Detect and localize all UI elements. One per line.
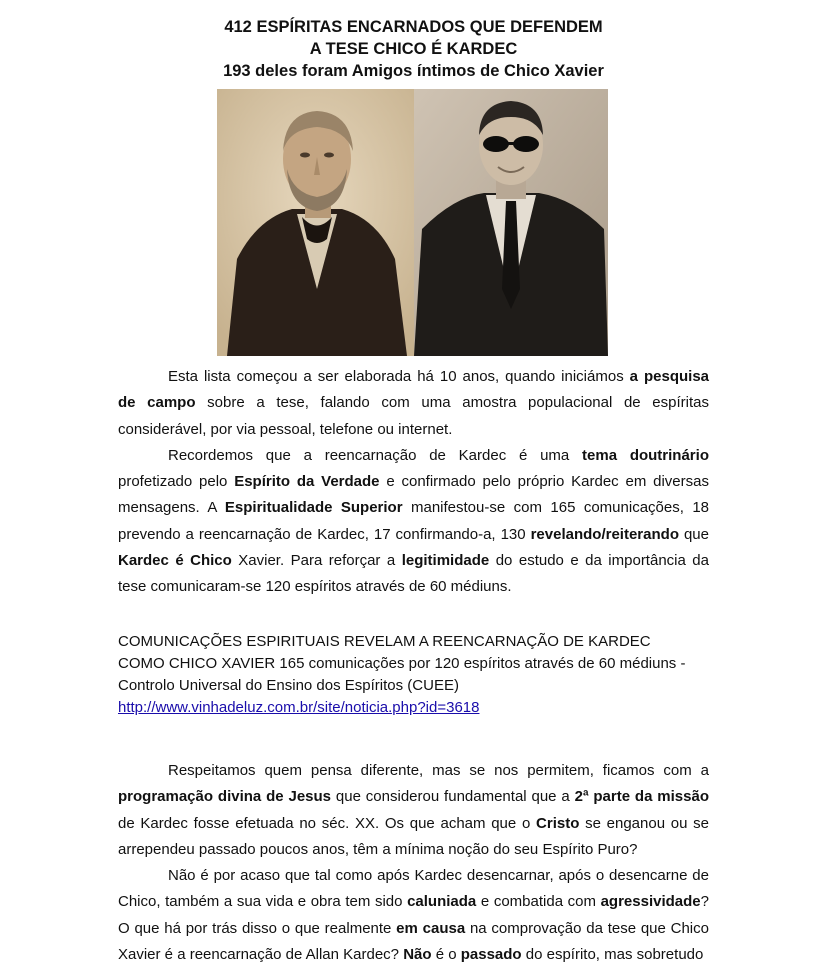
- text-run: que: [678, 525, 709, 543]
- text-run: Respeitamos quem pensa diferente, mas se nos permitem, ficamos com a: [168, 762, 709, 779]
- title-line-1: 412 ESPÍRITAS ENCARNADOS QUE DEFENDEM: [224, 18, 603, 36]
- bold-run: Espírito da Verdade: [234, 473, 380, 491]
- text-run: que considerou fundamental que a: [331, 788, 575, 806]
- bold-run: Kardec é Chico: [118, 552, 232, 570]
- text-run: se enganou ou se arrependeu passado poucos anos, têm a mínima noção do seu Espírito Puro?: [118, 814, 710, 858]
- text-run: Não é por acaso que tal como após Kardec desencarnar, após o desencarne de Chico, também a sua vida e obra tem sido: [118, 867, 709, 911]
- title-line-3: 193 deles foram Amigos íntimos de Chico Xavier: [223, 62, 604, 80]
- bold-run: 2ª parte da missão: [574, 788, 709, 806]
- chico-xavier-portrait-image: [414, 89, 608, 356]
- bold-run: em causa: [396, 919, 466, 937]
- text-run: profetizado pelo: [118, 473, 235, 491]
- portrait-photo: [217, 89, 608, 356]
- bold-run: a pesquisa de campo: [118, 368, 709, 412]
- text-run: é o: [431, 946, 461, 964]
- paragraph-1: [118, 364, 709, 443]
- reference-link[interactable]: http://www.vinhadeluz.com.br/site/noticia.php?id=3618: [118, 699, 480, 716]
- bold-run: Cristo: [536, 814, 580, 832]
- text-run: Xavier. Para reforçar a: [231, 552, 402, 570]
- bold-run: programação divina de Jesus: [118, 788, 332, 806]
- text-run: sobre a tese, falando com uma amostra populacional de espíritas considerável, por via pessoal, telefone ou internet.: [118, 394, 709, 438]
- intro-text-block: [118, 364, 709, 601]
- bold-run: revelando/reiterando: [530, 525, 679, 543]
- reference-line-1: COMUNICAÇÕES ESPIRITUAIS REVELAM A REENCARNAÇÃO DE KARDEC: [118, 633, 651, 650]
- reference-block: [118, 631, 718, 719]
- title-line-2: A TESE CHICO É KARDEC: [309, 40, 518, 58]
- closing-text-block: [118, 758, 709, 968]
- text-run: manifestou-se com 165 comunicações, 18 prevendo a reencarnação de Kardec, 17 confirmando-a, 130: [118, 499, 709, 543]
- text-run: do estudo e da importância da tese comunicaram-se 120 espíritos através de 60 médiuns.: [118, 552, 709, 596]
- bold-run: agressividade: [600, 893, 701, 911]
- bold-run: passado: [460, 946, 522, 964]
- text-run: na comprovação da tese que Chico Xavier é a reencarnação de Allan Kardec?: [118, 919, 709, 964]
- reference-line-2: COMO CHICO XAVIER 165 comunicações por 120 espíritos através de 60 médiuns -: [118, 655, 686, 672]
- page-title: [118, 16, 709, 82]
- bold-run: legitimidade: [401, 552, 490, 570]
- text-run: do espírito, mas sobretudo: [521, 946, 704, 964]
- reference-line-3: Controlo Universal do Ensino dos Espíritos (CUEE): [118, 677, 459, 694]
- paragraph-4: [118, 863, 709, 968]
- bold-run: tema doutrinário: [582, 446, 709, 464]
- paragraph-3: [118, 758, 709, 863]
- text-run: e combatida com: [476, 893, 601, 911]
- text-run: Esta lista começou a ser elaborada há 10 anos, quando iniciámos: [168, 368, 630, 385]
- bold-run: Espiritualidade Superior: [224, 499, 403, 517]
- text-run: ? O que há por trás disso o que realmente: [118, 893, 709, 937]
- text-run: e confirmado pelo próprio Kardec em diversas mensagens. A: [118, 473, 709, 517]
- text-run: de Kardec fosse efetuada no séc. XX. Os que acham que o: [118, 814, 537, 832]
- bold-run: caluniada: [407, 893, 477, 911]
- paragraph-2: [118, 443, 709, 601]
- bold-run: Não: [403, 946, 432, 964]
- text-run: Recordemos que a reencarnação de Kardec é uma: [168, 446, 583, 464]
- kardec-portrait-image: [217, 89, 414, 356]
